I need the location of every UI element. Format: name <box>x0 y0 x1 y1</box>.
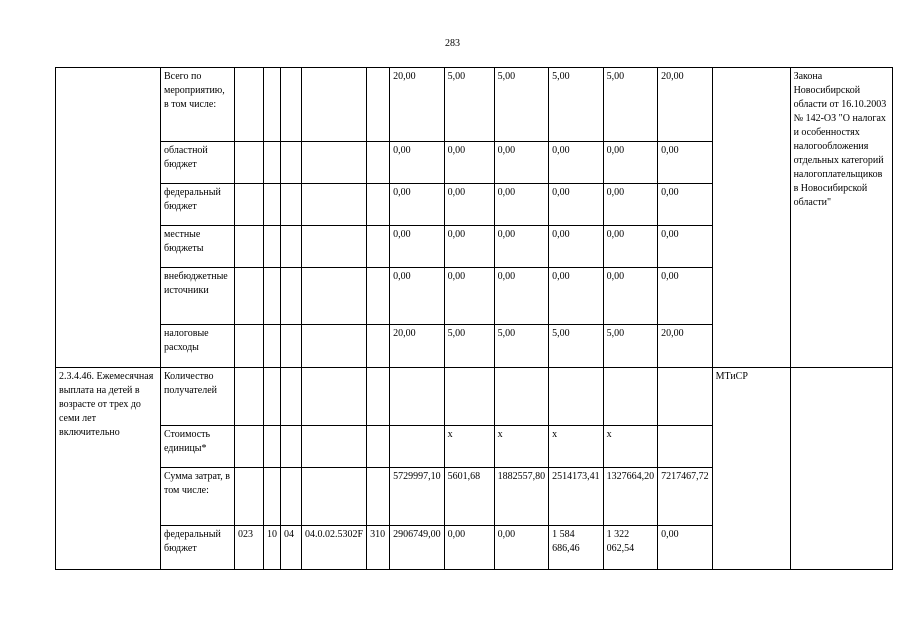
value-cell <box>658 368 713 426</box>
value-cell: 0,00 <box>494 184 549 226</box>
value-cell: х <box>494 426 549 468</box>
row-label: Всего по мероприятию, в том числе: <box>161 68 235 142</box>
value-cell <box>658 426 713 468</box>
row-label: федеральный бюджет <box>161 184 235 226</box>
empty-cell <box>56 68 161 368</box>
value-cell: 1 584 686,46 <box>549 526 604 570</box>
value-cell: 0,00 <box>603 142 658 184</box>
value-cell: 0,00 <box>390 268 445 325</box>
value-cell: 20,00 <box>390 325 445 368</box>
value-cell <box>549 368 604 426</box>
value-cell: 20,00 <box>658 68 713 142</box>
value-cell: 0,00 <box>658 268 713 325</box>
value-cell: 0,00 <box>494 226 549 268</box>
value-cell: 0,00 <box>494 142 549 184</box>
executor-cell <box>712 68 790 368</box>
value-cell: 0,00 <box>444 268 494 325</box>
value-cell: 20,00 <box>658 325 713 368</box>
value-cell: 7217467,72 <box>658 468 713 526</box>
value-cell: 5,00 <box>603 325 658 368</box>
value-cell: х <box>549 426 604 468</box>
value-cell: 0,00 <box>603 184 658 226</box>
value-cell <box>390 368 445 426</box>
table-row <box>56 68 893 142</box>
value-cell: 1327664,20 <box>603 468 658 526</box>
value-cell: 5,00 <box>444 325 494 368</box>
value-cell: 5,00 <box>494 68 549 142</box>
value-cell: 0,00 <box>603 226 658 268</box>
value-cell: 5,00 <box>444 68 494 142</box>
law-reference: Закона Новосибирской области от 16.10.2003 № 142-ОЗ "О налогах и особенностях налогообложения отдельных категорий налогоплательщиков в Новосибирской области" <box>790 68 892 368</box>
value-cell: 20,00 <box>390 68 445 142</box>
value-cell: х <box>444 426 494 468</box>
value-cell: 0,00 <box>603 268 658 325</box>
value-cell: 1 322 062,54 <box>603 526 658 570</box>
value-cell: 0,00 <box>658 526 713 570</box>
row-label: областной бюджет <box>161 142 235 184</box>
row-label: внебюджетные источники <box>161 268 235 325</box>
row-label: налоговые расходы <box>161 325 235 368</box>
row-label: федеральный бюджет <box>161 526 235 570</box>
row-label: Количество получателей <box>161 368 235 426</box>
value-cell: 5,00 <box>494 325 549 368</box>
value-cell: 0,00 <box>494 268 549 325</box>
value-cell: 0,00 <box>390 184 445 226</box>
value-cell: 0,00 <box>658 226 713 268</box>
row-label: местные бюджеты <box>161 226 235 268</box>
value-cell: 2514173,41 <box>549 468 604 526</box>
code-cell: 04 <box>281 526 302 570</box>
row-label: Стоимость единицы* <box>161 426 235 468</box>
code-cell: 023 <box>235 526 264 570</box>
value-cell: х <box>603 426 658 468</box>
value-cell: 0,00 <box>549 142 604 184</box>
value-cell <box>494 368 549 426</box>
value-cell: 5729997,10 <box>390 468 445 526</box>
value-cell: 0,00 <box>494 526 549 570</box>
code-cell: 04.0.02.5302F <box>302 526 367 570</box>
page-number: 283 <box>445 38 460 49</box>
code-cell: 310 <box>367 526 390 570</box>
value-cell: 0,00 <box>390 142 445 184</box>
budget-table <box>55 67 893 570</box>
value-cell: 5,00 <box>549 325 604 368</box>
code-cell: 10 <box>264 526 281 570</box>
value-cell: 0,00 <box>444 526 494 570</box>
value-cell <box>390 426 445 468</box>
law-reference <box>790 368 892 570</box>
value-cell: 0,00 <box>444 184 494 226</box>
value-cell: 5601,68 <box>444 468 494 526</box>
executor-cell: МТиСР <box>712 368 790 570</box>
value-cell: 2906749,00 <box>390 526 445 570</box>
value-cell: 0,00 <box>390 226 445 268</box>
row-label: Сумма затрат, в том числе: <box>161 468 235 526</box>
value-cell: 0,00 <box>549 184 604 226</box>
value-cell: 1882557,80 <box>494 468 549 526</box>
value-cell: 0,00 <box>444 142 494 184</box>
value-cell: 0,00 <box>658 184 713 226</box>
value-cell: 5,00 <box>549 68 604 142</box>
value-cell: 0,00 <box>658 142 713 184</box>
value-cell <box>603 368 658 426</box>
value-cell: 0,00 <box>444 226 494 268</box>
value-cell: 0,00 <box>549 268 604 325</box>
value-cell: 0,00 <box>549 226 604 268</box>
measure-name: 2.3.4.46. Ежемесячная выплата на детей в возрасте от трех до семи лет включительно <box>56 368 161 570</box>
table-row <box>56 368 893 426</box>
value-cell <box>444 368 494 426</box>
value-cell: 5,00 <box>603 68 658 142</box>
